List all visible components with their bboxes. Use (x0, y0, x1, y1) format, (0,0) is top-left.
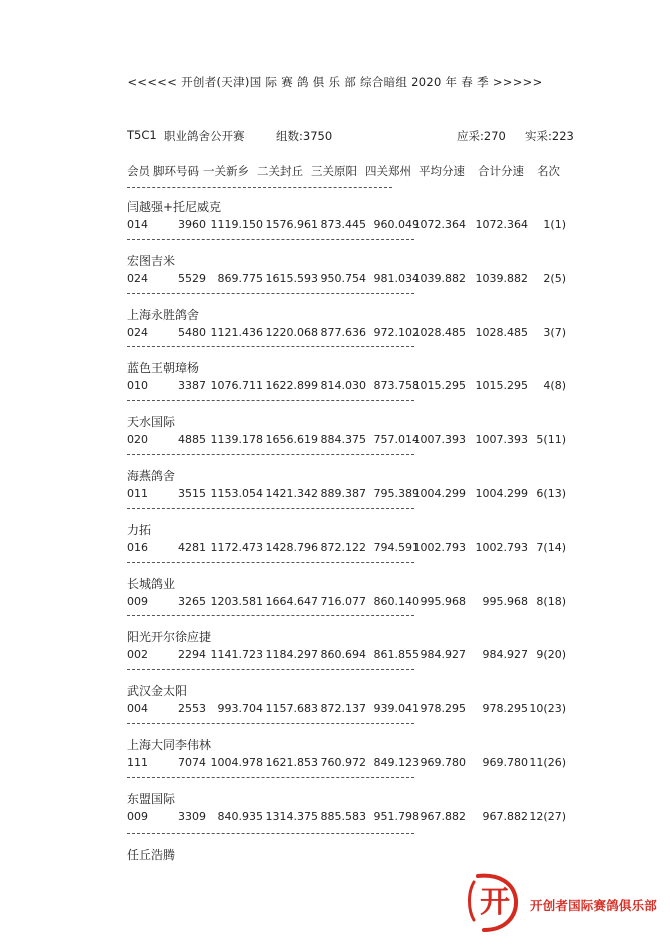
cell-s3: 884.375 (320, 433, 366, 446)
cell-code: 016 (127, 541, 148, 554)
cell-total: 978.295 (482, 702, 528, 715)
row-divider (127, 669, 414, 670)
cell-ring: 3265 (178, 595, 206, 608)
result-entry (127, 628, 587, 668)
cell-s2: 1622.899 (265, 379, 318, 392)
col-stage4: 四关郑州 (365, 164, 411, 178)
member-name: 海燕鸽舍 (127, 469, 176, 483)
cell-s2: 1157.683 (265, 702, 318, 715)
member-name: 武汉金太阳 (127, 684, 188, 698)
member-name: 蓝色王朝璋杨 (127, 361, 200, 375)
header-divider (127, 187, 392, 188)
cell-code: 111 (127, 756, 148, 769)
cell-avg: 1002.793 (413, 541, 466, 554)
result-row (127, 272, 587, 286)
col-stage2: 二关封丘 (257, 164, 303, 178)
cell-s1: 1076.711 (210, 379, 263, 392)
cell-ring: 7074 (178, 756, 206, 769)
cell-rank: 1(1) (543, 218, 566, 231)
cell-ring: 4281 (178, 541, 206, 554)
cell-avg: 1004.299 (413, 487, 466, 500)
row-divider (127, 454, 414, 455)
cell-s4: 860.140 (373, 595, 419, 608)
cell-s2: 1220.068 (265, 326, 318, 339)
cell-avg: 1072.364 (413, 218, 466, 231)
cell-total: 1072.364 (475, 218, 528, 231)
cell-s3: 889.387 (320, 487, 366, 500)
cell-s4: 951.798 (373, 810, 419, 823)
cell-s3: 950.754 (320, 272, 366, 285)
col-stage3: 三关原阳 (311, 164, 357, 178)
cell-avg: 1039.882 (413, 272, 466, 285)
cell-s4: 972.102 (373, 326, 419, 339)
cell-s2: 1314.375 (265, 810, 318, 823)
cell-avg: 984.927 (420, 648, 466, 661)
result-entry (127, 413, 587, 453)
cell-s2: 1428.796 (265, 541, 318, 554)
race-code: T5C1 (127, 128, 157, 142)
row-divider (127, 777, 414, 778)
col-total: 合计分速 (478, 164, 524, 178)
result-row (127, 326, 587, 340)
cell-code: 011 (127, 487, 148, 500)
cell-avg: 969.780 (420, 756, 466, 769)
row-divider (127, 508, 414, 509)
result-entry (127, 198, 587, 238)
club-seal-icon (464, 868, 526, 934)
result-row (127, 702, 587, 716)
result-entry (127, 790, 587, 830)
expected-count: 应采:270 (457, 129, 506, 143)
cell-s4: 794.591 (373, 541, 419, 554)
cell-s4: 873.758 (373, 379, 419, 392)
cell-s3: 860.694 (320, 648, 366, 661)
row-divider (127, 723, 414, 724)
cell-s4: 861.855 (373, 648, 419, 661)
cell-total: 969.780 (482, 756, 528, 769)
result-entry (127, 467, 587, 507)
cell-s2: 1664.647 (265, 595, 318, 608)
cell-code: 020 (127, 433, 148, 446)
result-entry (127, 252, 587, 292)
cell-total: 967.882 (482, 810, 528, 823)
cell-s1: 1121.436 (210, 326, 263, 339)
result-row (127, 218, 587, 232)
group-count: 组数:3750 (276, 129, 333, 143)
cell-avg: 1007.393 (413, 433, 466, 446)
cell-s2: 1576.961 (265, 218, 318, 231)
row-divider (127, 346, 414, 347)
result-row (127, 756, 587, 770)
cell-ring: 2294 (178, 648, 206, 661)
cell-s4: 960.049 (373, 218, 419, 231)
result-row (127, 541, 587, 555)
cell-s1: 1139.178 (210, 433, 263, 446)
row-divider (127, 615, 414, 616)
cell-total: 1007.393 (475, 433, 528, 446)
result-row (127, 595, 587, 609)
cell-s3: 872.137 (320, 702, 366, 715)
cell-code: 024 (127, 272, 148, 285)
member-name: 任丘浩腾 (127, 848, 176, 862)
col-member: 会员 (127, 164, 150, 178)
member-name: 闫越强+托尼威克 (127, 200, 222, 214)
cell-s1: 1172.473 (210, 541, 263, 554)
cell-s4: 795.389 (373, 487, 419, 500)
cell-ring: 5480 (178, 326, 206, 339)
cell-s4: 849.123 (373, 756, 419, 769)
result-entry (127, 306, 587, 346)
cell-total: 1028.485 (475, 326, 528, 339)
cell-s1: 1203.581 (210, 595, 263, 608)
col-ring: 脚环号码 (153, 164, 199, 178)
cell-ring: 4885 (178, 433, 206, 446)
cell-s4: 757.014 (373, 433, 419, 446)
cell-avg: 1028.485 (413, 326, 466, 339)
cell-rank: 3(7) (543, 326, 566, 339)
cell-code: 009 (127, 810, 148, 823)
cell-s2: 1184.297 (265, 648, 318, 661)
result-entry (127, 575, 587, 615)
cell-s3: 814.030 (320, 379, 366, 392)
row-divider (127, 400, 414, 401)
cell-ring: 2553 (178, 702, 206, 715)
cell-s3: 873.445 (320, 218, 366, 231)
result-entry (127, 521, 587, 561)
cell-total: 1004.299 (475, 487, 528, 500)
race-type: 职业鸽舍公开赛 (164, 129, 245, 143)
cell-s1: 1119.150 (210, 218, 263, 231)
cell-avg: 978.295 (420, 702, 466, 715)
cell-rank: 6(13) (536, 487, 566, 500)
cell-code: 010 (127, 379, 148, 392)
cell-rank: 5(11) (536, 433, 566, 446)
result-row (127, 810, 587, 824)
member-name: 上海永胜鸽舍 (127, 308, 200, 322)
actual-count: 实采:223 (525, 129, 574, 143)
cell-rank: 2(5) (543, 272, 566, 285)
cell-ring: 3515 (178, 487, 206, 500)
result-row (127, 433, 587, 447)
cell-s2: 1621.853 (265, 756, 318, 769)
result-entry (127, 359, 587, 399)
cell-code: 002 (127, 648, 148, 661)
cell-total: 984.927 (482, 648, 528, 661)
cell-total: 995.968 (482, 595, 528, 608)
document-title: <<<<< 开创者(天津)国 际 赛 鸽 俱 乐 部 综合暗组 2020 年 春 季 >>>>> (127, 75, 543, 89)
cell-s1: 1004.978 (210, 756, 263, 769)
row-divider (127, 833, 414, 834)
cell-rank: 7(14) (536, 541, 566, 554)
seal-glyph: 开 (480, 885, 510, 920)
cell-s3: 716.077 (320, 595, 366, 608)
member-name: 东盟国际 (127, 792, 176, 806)
cell-s4: 939.041 (373, 702, 419, 715)
result-row (127, 379, 587, 393)
cell-rank: 4(8) (543, 379, 566, 392)
cell-code: 014 (127, 218, 148, 231)
cell-rank: 9(20) (536, 648, 566, 661)
cell-s3: 872.122 (320, 541, 366, 554)
column-header (127, 163, 587, 179)
row-divider (127, 239, 414, 240)
cell-code: 024 (127, 326, 148, 339)
cell-code: 009 (127, 595, 148, 608)
col-average: 平均分速 (419, 164, 465, 178)
member-name: 长城鸽业 (127, 577, 176, 591)
result-entry (127, 682, 587, 722)
member-name: 天水国际 (127, 415, 176, 429)
col-rank: 名次 (537, 164, 560, 178)
cell-s3: 760.972 (320, 756, 366, 769)
cell-s1: 869.775 (217, 272, 263, 285)
result-entry (127, 736, 587, 776)
cell-code: 004 (127, 702, 148, 715)
cell-s2: 1656.619 (265, 433, 318, 446)
cell-ring: 3387 (178, 379, 206, 392)
row-divider (127, 562, 414, 563)
member-name: 力拓 (127, 523, 152, 537)
member-name: 宏图吉米 (127, 254, 176, 268)
cell-ring: 3960 (178, 218, 206, 231)
cell-s2: 1421.342 (265, 487, 318, 500)
cell-ring: 3309 (178, 810, 206, 823)
cell-avg: 967.882 (420, 810, 466, 823)
race-info (127, 128, 597, 144)
cell-s1: 1153.054 (210, 487, 263, 500)
cell-s3: 885.583 (320, 810, 366, 823)
cell-rank: 8(18) (536, 595, 566, 608)
cell-s3: 877.636 (320, 326, 366, 339)
club-name: 开创者国际赛鸽俱乐部 (530, 898, 658, 913)
result-row (127, 648, 587, 662)
cell-s1: 1141.723 (210, 648, 263, 661)
col-stage1: 一关新乡 (203, 164, 249, 178)
cell-ring: 5529 (178, 272, 206, 285)
cell-rank: 11(26) (529, 756, 566, 769)
cell-rank: 12(27) (529, 810, 566, 823)
cell-total: 1015.295 (475, 379, 528, 392)
result-row (127, 487, 587, 501)
row-divider (127, 293, 414, 294)
cell-s2: 1615.593 (265, 272, 318, 285)
cell-total: 1039.882 (475, 272, 528, 285)
cell-avg: 995.968 (420, 595, 466, 608)
cell-s4: 981.034 (373, 272, 419, 285)
member-name: 阳光开尔徐应捷 (127, 630, 212, 644)
cell-s1: 993.704 (217, 702, 263, 715)
member-name: 上海大同李伟林 (127, 738, 212, 752)
cell-avg: 1015.295 (413, 379, 466, 392)
cell-rank: 10(23) (529, 702, 566, 715)
cell-total: 1002.793 (475, 541, 528, 554)
cell-s1: 840.935 (217, 810, 263, 823)
club-logo (464, 868, 664, 936)
